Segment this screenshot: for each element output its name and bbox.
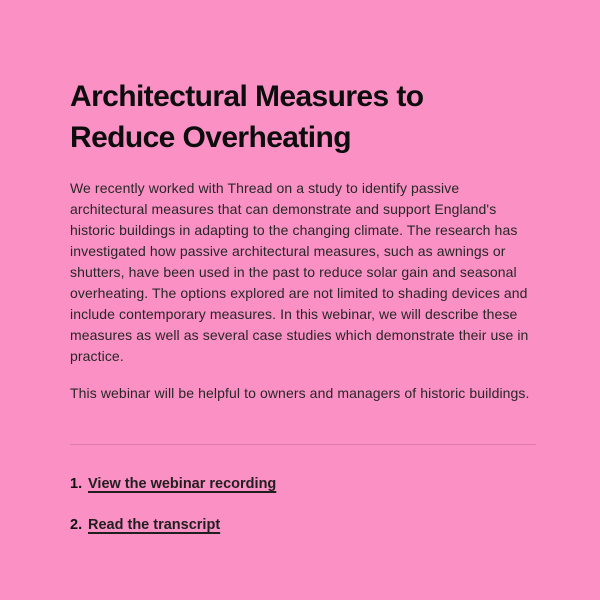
- webinar-recording-link[interactable]: View the webinar recording: [88, 476, 277, 492]
- section-divider: [70, 444, 536, 445]
- resource-link-list: [70, 476, 536, 533]
- audience-paragraph: This webinar will be helpful to owners and managers of historic buildings.: [70, 385, 530, 401]
- list-item: [70, 476, 536, 492]
- intro-paragraph: We recently worked with Thread on a study to identify passive architectural measures that can demonstrate and support England's historic buildings in adapting to the changing climate. The research has investigated how passive architectural measures, such as awnings or shutters, have been used in the past to reduce solar gain and seasonal overheating. The options explored are not limited to shading devices and include contemporary measures. In this webinar, we will describe these measures as well as several case studies which demonstrate their use in practice.: [70, 180, 529, 364]
- list-item: [70, 517, 536, 533]
- list-number-2: 2.: [70, 517, 83, 533]
- page-title: [70, 76, 536, 158]
- page-title-line1: Architectural Measures to: [70, 80, 424, 113]
- list-number-1: 1.: [70, 476, 83, 492]
- page-title-line2: Reduce Overheating: [70, 121, 351, 154]
- transcript-link[interactable]: Read the transcript: [88, 517, 221, 533]
